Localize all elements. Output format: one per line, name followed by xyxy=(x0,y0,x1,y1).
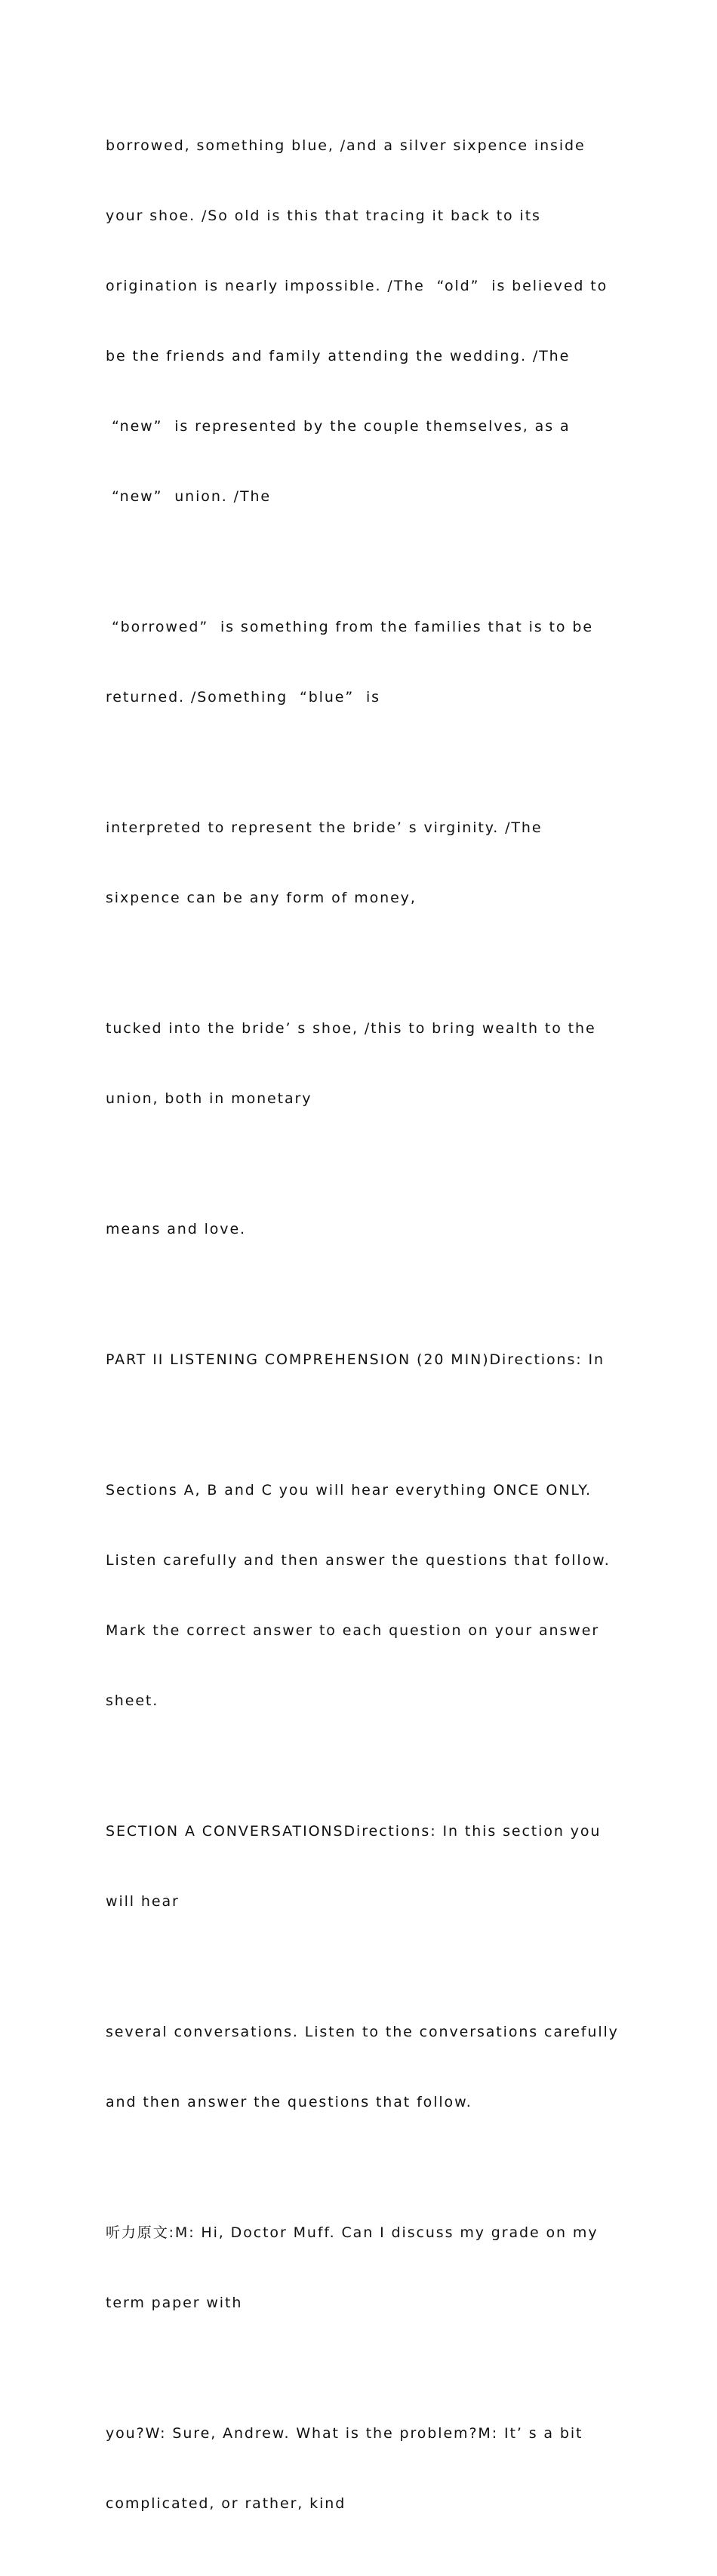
paragraph xyxy=(106,569,611,756)
text-line: be the friends and family attending the wedding. /The xyxy=(106,348,571,364)
paragraph xyxy=(106,770,611,957)
text-line: union, both in monetary xyxy=(106,1090,312,1107)
text-line: “new” is represented by the couple themselves, as a xyxy=(106,418,571,435)
text-line: 听力原文:M: Hi, Doctor Muff. Can I discuss my grade on my xyxy=(106,2224,599,2241)
text-line: “new” union. /The xyxy=(106,488,271,505)
section-heading-section-a xyxy=(106,1773,611,1960)
text-line: sixpence can be any form of money, xyxy=(106,890,417,906)
text-line: returned. /Something “blue” is xyxy=(106,689,380,705)
paragraph xyxy=(106,1974,619,2161)
text-line: Listen carefully and then answer the questions that follow. xyxy=(106,1552,611,1569)
text-line: you?W: Sure, Andrew. What is the problem?M: It’ s a bit xyxy=(106,2425,583,2442)
text-line: Mark the correct answer to each question on your answer xyxy=(106,1622,600,1639)
paragraph xyxy=(106,2175,611,2362)
text-line: your shoe. /So old is this that tracing it back to its xyxy=(106,207,541,224)
text-line: borrowed, something blue, /and a silver sixpence inside xyxy=(106,137,586,154)
text-line: Sections A, B and C you will hear everything ONCE ONLY. xyxy=(106,1482,592,1499)
document-body xyxy=(106,88,619,2576)
text-line: term paper with xyxy=(106,2295,243,2311)
text-line: complicated, or rather, kind xyxy=(106,2495,346,2512)
paragraph xyxy=(106,2375,611,2562)
section-heading-part-ii xyxy=(106,1302,611,1419)
paragraph xyxy=(106,970,611,1157)
paragraph xyxy=(106,1432,611,1760)
paragraph xyxy=(106,88,611,555)
text-line: SECTION A CONVERSATIONSDirections: In this section you xyxy=(106,1823,602,1840)
text-line: sheet. xyxy=(106,1692,159,1709)
text-line: origination is nearly impossible. /The “old” is believed to xyxy=(106,278,608,294)
text-line: “borrowed” is something from the families that is to be xyxy=(106,619,593,635)
text-line: will hear xyxy=(106,1893,180,1910)
text-line: several conversations. Listen to the conversations carefully xyxy=(106,2024,619,2040)
paragraph xyxy=(106,1171,611,1288)
text-line: interpreted to represent the bride’ s virginity. /The xyxy=(106,819,543,836)
text-line: means and love. xyxy=(106,1221,246,1237)
text-line: and then answer the questions that follow. xyxy=(106,2094,472,2110)
text-line: PART II LISTENING COMPREHENSION (20 MIN)Directions: In xyxy=(106,1351,605,1368)
text-line: tucked into the bride’ s shoe, /this to bring wealth to the xyxy=(106,1020,596,1037)
